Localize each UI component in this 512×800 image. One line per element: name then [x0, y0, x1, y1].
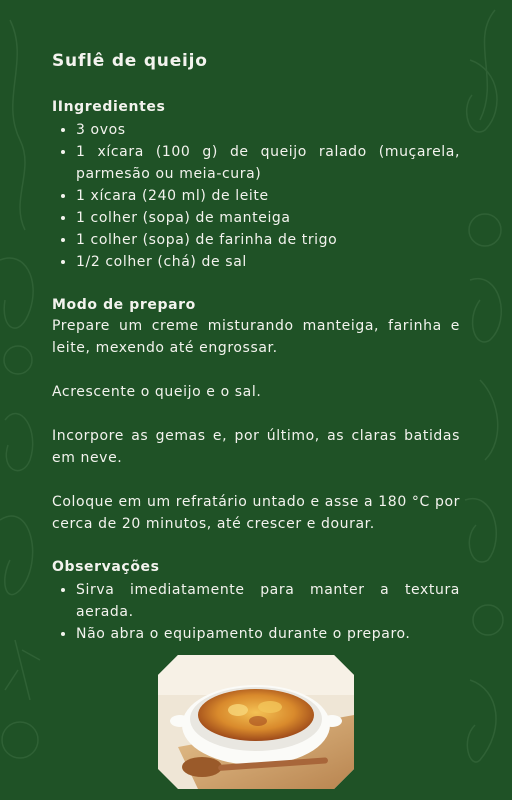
- list-item: • Sirva imediatamente para manter a textura aerada.: [76, 579, 460, 623]
- list-item: • 1 xícara (240 ml) de leite: [76, 185, 460, 207]
- recipe-title: Suflê de queijo: [52, 51, 208, 71]
- notes-heading: Observações: [52, 559, 160, 575]
- ingredients-list: [52, 119, 460, 273]
- method-step: Incorpore as gemas e, por último, as claras batidas em neve.: [52, 428, 460, 466]
- list-item: • 1 colher (sopa) de manteiga: [76, 207, 460, 229]
- list-item: • Não abra o equipamento durante o preparo.: [76, 623, 460, 645]
- method-step: Acrescente o queijo e o sal.: [52, 384, 262, 400]
- list-item: • 1/2 colher (chá) de sal: [76, 251, 460, 273]
- method-step: Prepare um creme misturando manteiga, farinha e leite, mexendo até engrossar.: [52, 318, 460, 356]
- method-heading: Modo de preparo: [52, 297, 196, 313]
- ingredients-heading: IIngredientes: [52, 99, 166, 115]
- list-item: • 1 colher (sopa) de farinha de trigo: [76, 229, 460, 251]
- recipe-card: [52, 50, 460, 645]
- list-item: • 3 ovos: [76, 119, 460, 141]
- souffle-photo: [158, 655, 354, 789]
- notes-list: [52, 579, 460, 645]
- method-step: Coloque em um refratário untado e asse a 180 °C por cerca de 20 minutos, até crescer e dourar.: [52, 494, 460, 532]
- list-item: • 1 xícara (100 g) de queijo ralado (muçarela, parmesão ou meia-cura): [76, 141, 460, 185]
